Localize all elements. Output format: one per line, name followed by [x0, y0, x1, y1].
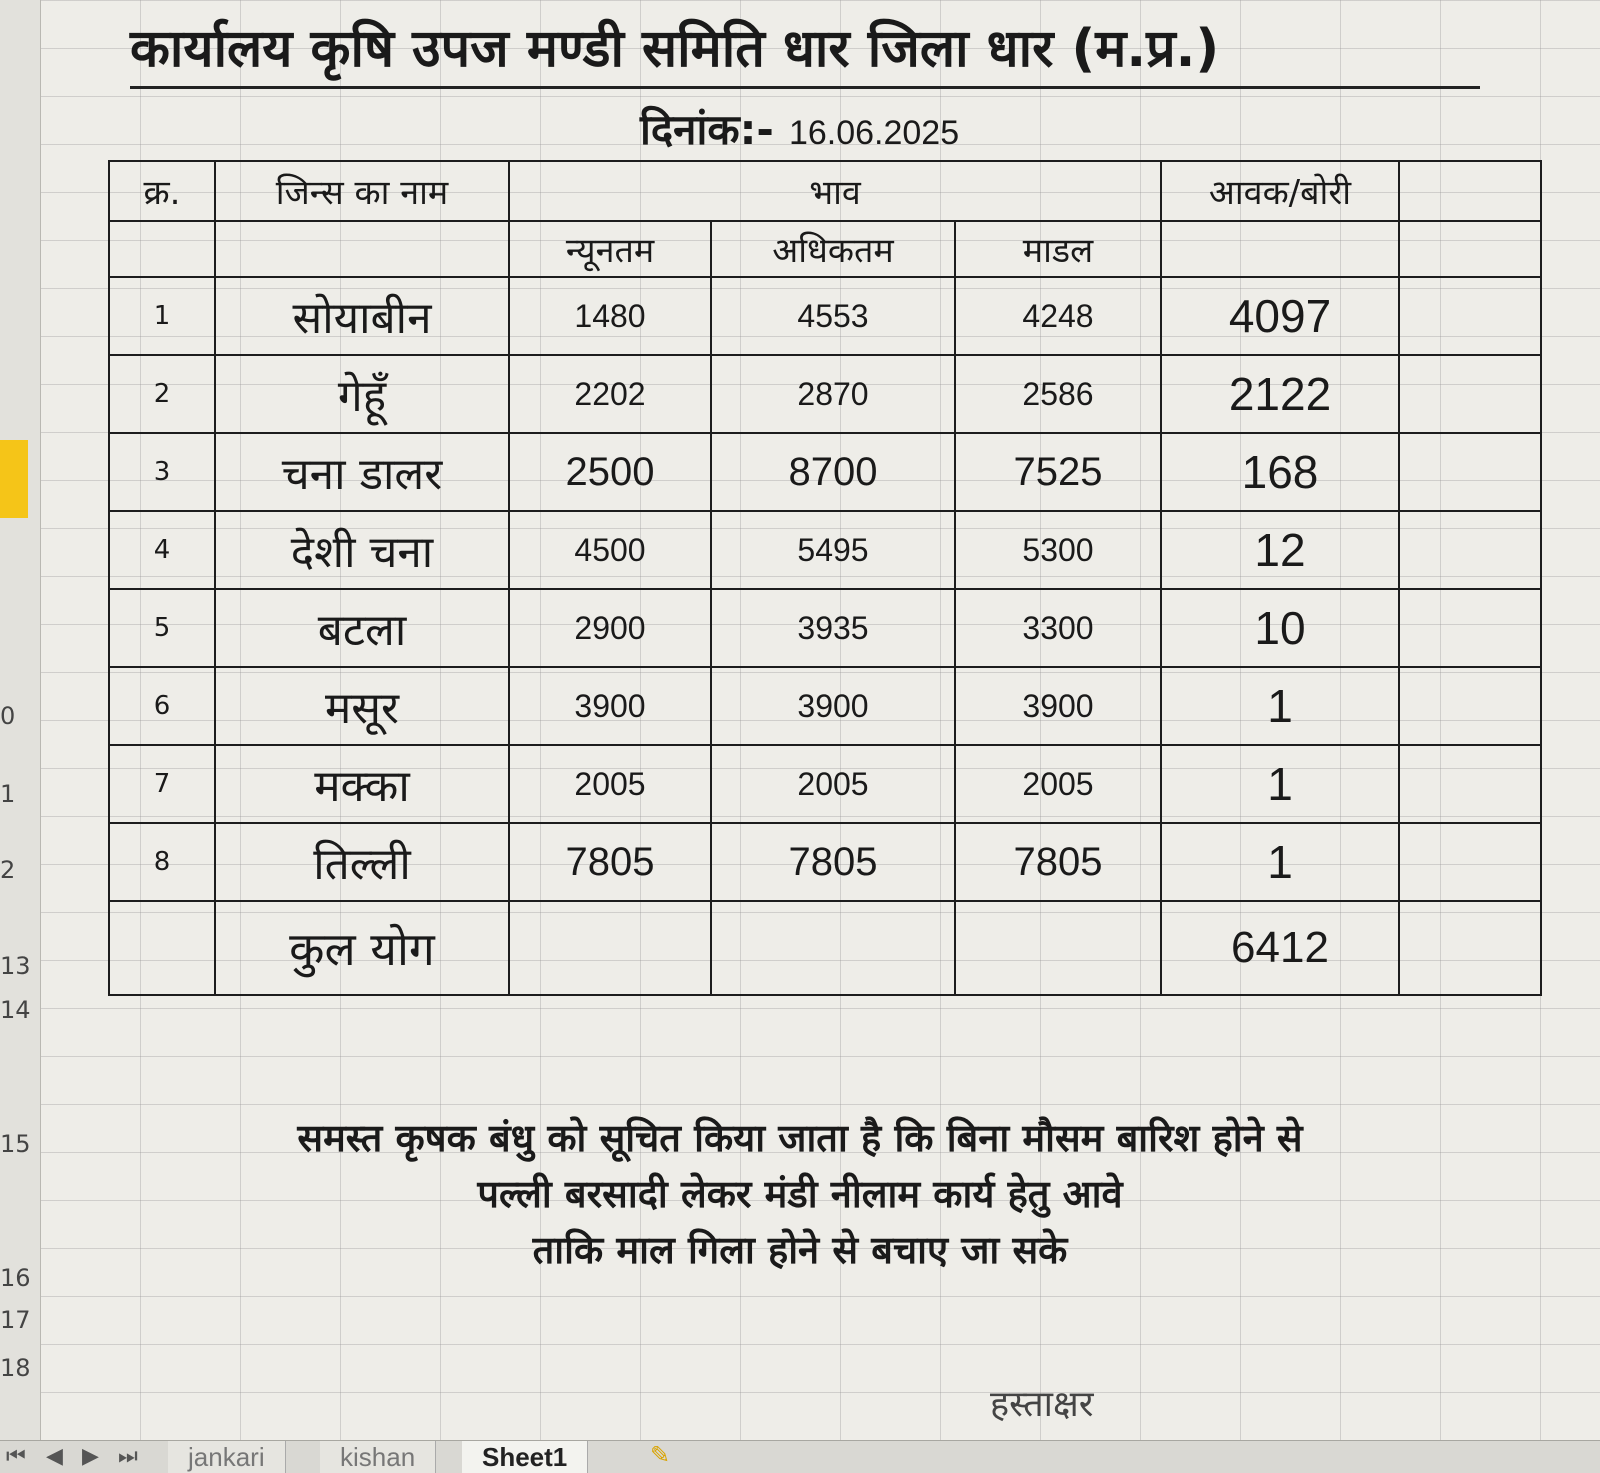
min-price-cell[interactable]: 4500 — [509, 511, 711, 589]
empty-cell[interactable] — [1399, 511, 1541, 589]
commodity-cell[interactable]: गेहूँ — [215, 355, 509, 433]
empty-cell[interactable] — [1399, 823, 1541, 901]
notice-line-2: पल्ली बरसादी लेकर मंडी नीलाम कार्य हेतु आवे — [477, 1172, 1123, 1216]
sheet-tab-bar — [0, 1440, 1600, 1473]
row-number[interactable]: 13 — [0, 952, 31, 980]
empty-cell[interactable] — [1399, 433, 1541, 511]
model-price-cell[interactable]: 2005 — [955, 745, 1161, 823]
empty-cell[interactable] — [1399, 221, 1541, 277]
empty-cell[interactable] — [1399, 745, 1541, 823]
notice-line-3: ताकि माल गिला होने से बचाए जा सके — [532, 1228, 1068, 1272]
arrival-cell[interactable]: 1 — [1161, 823, 1399, 901]
sr-cell[interactable]: 4 — [109, 511, 215, 589]
row-number[interactable]: 17 — [0, 1306, 31, 1334]
max-price-cell[interactable]: 4553 — [711, 277, 955, 355]
sr-cell[interactable]: 8 — [109, 823, 215, 901]
arrival-cell[interactable]: 168 — [1161, 433, 1399, 511]
row-number[interactable]: 15 — [0, 1130, 31, 1158]
empty-cell[interactable] — [109, 901, 215, 995]
commodity-cell[interactable]: चना डालर — [215, 433, 509, 511]
header-price[interactable]: भाव — [509, 161, 1161, 221]
max-price-cell[interactable]: 3900 — [711, 667, 955, 745]
total-row — [109, 901, 1541, 995]
tab-kishan[interactable]: kishan — [320, 1441, 436, 1473]
empty-cell[interactable] — [711, 901, 955, 995]
arrival-cell[interactable]: 2122 — [1161, 355, 1399, 433]
selected-row-highlight — [0, 440, 28, 518]
date-label: दिनांक:- — [640, 105, 774, 154]
min-price-cell[interactable]: 2005 — [509, 745, 711, 823]
max-price-cell[interactable]: 2870 — [711, 355, 955, 433]
date-value: 16.06.2025 — [788, 114, 960, 152]
max-price-cell[interactable]: 8700 — [711, 433, 955, 511]
row-number[interactable]: 14 — [0, 996, 31, 1024]
empty-cell[interactable] — [509, 901, 711, 995]
arrival-cell[interactable]: 10 — [1161, 589, 1399, 667]
header-model-price[interactable]: माडल — [955, 221, 1161, 277]
last-sheet-icon[interactable]: ⏭ — [118, 1443, 138, 1468]
row-number[interactable]: 1 — [0, 780, 16, 808]
row-number[interactable]: 18 — [0, 1354, 31, 1382]
sr-cell[interactable]: 7 — [109, 745, 215, 823]
empty-cell[interactable] — [1399, 355, 1541, 433]
next-sheet-icon[interactable]: ▶ — [82, 1443, 99, 1468]
date-line — [640, 100, 959, 157]
table-row — [109, 589, 1541, 667]
sr-cell[interactable]: 6 — [109, 667, 215, 745]
max-price-cell[interactable]: 5495 — [711, 511, 955, 589]
model-price-cell[interactable]: 3900 — [955, 667, 1161, 745]
model-price-cell[interactable]: 7805 — [955, 823, 1161, 901]
empty-cell[interactable] — [215, 221, 509, 277]
empty-cell[interactable] — [1399, 589, 1541, 667]
total-label[interactable]: कुल योग — [215, 901, 509, 995]
min-price-cell[interactable]: 2500 — [509, 433, 711, 511]
model-price-cell[interactable]: 2586 — [955, 355, 1161, 433]
add-sheet-icon[interactable]: ✎ — [650, 1442, 671, 1469]
table-row — [109, 433, 1541, 511]
empty-cell[interactable] — [1399, 161, 1541, 221]
sr-cell[interactable]: 5 — [109, 589, 215, 667]
min-price-cell[interactable]: 1480 — [509, 277, 711, 355]
commodity-cell[interactable]: देशी चना — [215, 511, 509, 589]
arrival-cell[interactable]: 4097 — [1161, 277, 1399, 355]
empty-cell[interactable] — [1399, 667, 1541, 745]
min-price-cell[interactable]: 3900 — [509, 667, 711, 745]
prev-sheet-icon[interactable]: ◀ — [46, 1443, 63, 1468]
max-price-cell[interactable]: 2005 — [711, 745, 955, 823]
empty-cell[interactable] — [955, 901, 1161, 995]
farmer-notice — [140, 1110, 1460, 1278]
total-arrival[interactable]: 6412 — [1161, 901, 1399, 995]
table-row — [109, 511, 1541, 589]
row-number[interactable]: 2 — [0, 856, 16, 884]
model-price-cell[interactable]: 7525 — [955, 433, 1161, 511]
model-price-cell[interactable]: 3300 — [955, 589, 1161, 667]
table-row — [109, 823, 1541, 901]
header-sr[interactable]: क्र. — [109, 161, 215, 221]
notice-line-1: समस्त कृषक बंधु को सूचित किया जाता है कि बिना मौसम बारिश होने से — [297, 1116, 1303, 1160]
table-row — [109, 277, 1541, 355]
first-sheet-icon[interactable]: ⏮ — [6, 1443, 26, 1468]
arrival-cell[interactable]: 1 — [1161, 745, 1399, 823]
empty-cell[interactable] — [109, 221, 215, 277]
max-price-cell[interactable]: 7805 — [711, 823, 955, 901]
table-row — [109, 355, 1541, 433]
commodity-cell[interactable]: मक्का — [215, 745, 509, 823]
model-price-cell[interactable]: 4248 — [955, 277, 1161, 355]
commodity-cell[interactable]: तिल्ली — [215, 823, 509, 901]
office-title: कार्यालय कृषि उपज मण्डी समिति धार जिला धार (म.प्र.) — [130, 14, 1480, 89]
model-price-cell[interactable]: 5300 — [955, 511, 1161, 589]
min-price-cell[interactable]: 7805 — [509, 823, 711, 901]
empty-cell[interactable] — [1399, 277, 1541, 355]
sr-cell[interactable]: 3 — [109, 433, 215, 511]
commodity-cell[interactable]: बटला — [215, 589, 509, 667]
max-price-cell[interactable]: 3935 — [711, 589, 955, 667]
tab-sheet1[interactable]: Sheet1 — [462, 1441, 588, 1473]
signature-label: हस्ताक्षर — [990, 1384, 1094, 1425]
header-min-price[interactable]: न्यूनतम — [509, 221, 711, 277]
min-price-cell[interactable]: 2202 — [509, 355, 711, 433]
row-number[interactable]: 16 — [0, 1264, 31, 1292]
row-number[interactable]: 0 — [0, 702, 16, 730]
table-row — [109, 667, 1541, 745]
header-max-price[interactable]: अधिकतम — [711, 221, 955, 277]
mandi-rates-table — [108, 160, 1542, 996]
table-row — [109, 745, 1541, 823]
sr-cell[interactable]: 1 — [109, 277, 215, 355]
arrival-cell[interactable]: 12 — [1161, 511, 1399, 589]
header-arrival[interactable]: आवक/बोरी — [1161, 161, 1399, 221]
header-commodity[interactable]: जिन्स का नाम — [215, 161, 509, 221]
arrival-cell[interactable]: 1 — [1161, 667, 1399, 745]
row-header-column[interactable] — [0, 0, 41, 1440]
commodity-cell[interactable]: मसूर — [215, 667, 509, 745]
empty-cell[interactable] — [1399, 901, 1541, 995]
empty-cell[interactable] — [1161, 221, 1399, 277]
tab-jankari[interactable]: jankari — [168, 1441, 286, 1473]
min-price-cell[interactable]: 2900 — [509, 589, 711, 667]
commodity-cell[interactable]: सोयाबीन — [215, 277, 509, 355]
sr-cell[interactable]: 2 — [109, 355, 215, 433]
